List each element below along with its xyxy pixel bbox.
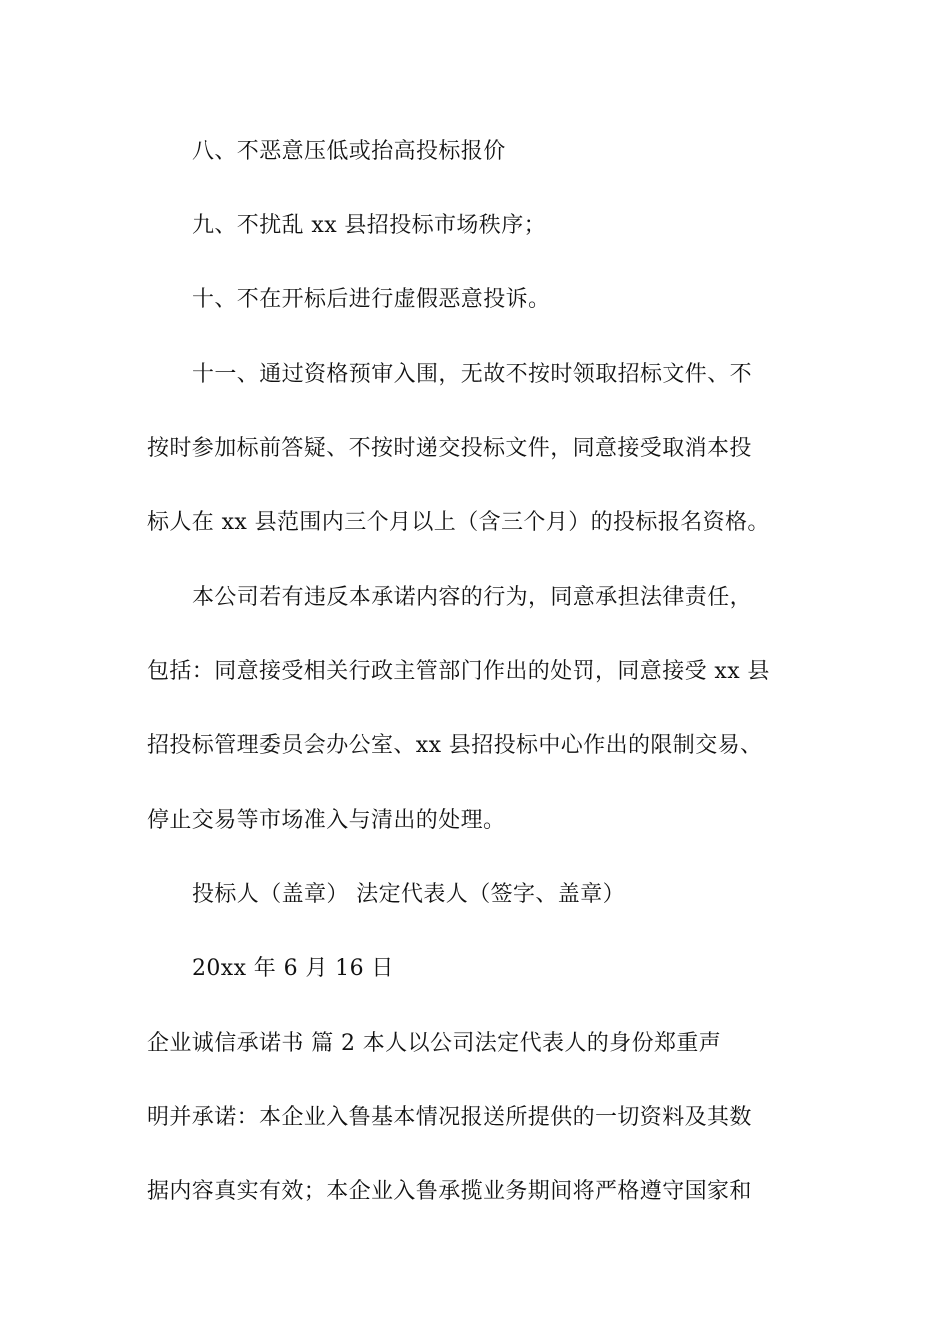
section-2-line-1: 企业诚信承诺书 篇 2 本人以公司法定代表人的身份郑重声 [147, 1031, 722, 1056]
date-line: 20xx 年 6 月 16 日 [192, 956, 394, 981]
clause-11-line-3: 标人在 xx 县范围内三个月以上（含三个月）的投标报名资格。 [147, 510, 770, 535]
clause-10: 十、不在开标后进行虚假恶意投诉。 [192, 287, 551, 312]
liability-line-1: 本公司若有违反本承诺内容的行为，同意承担法律责任， [192, 585, 753, 610]
section-2-line-3: 据内容真实有效；本企业入鲁承揽业务期间将严格遵守国家和 [147, 1179, 752, 1204]
section-2-line-2: 明并承诺：本企业入鲁基本情况报送所提供的一切资料及其数 [147, 1105, 752, 1130]
clause-9: 九、不扰乱 xx 县招投标市场秩序； [192, 213, 547, 238]
clause-8: 八、不恶意压低或抬高投标报价 [192, 139, 506, 164]
signature-line: 投标人（盖章） 法定代表人（签字、盖章） [192, 882, 625, 907]
clause-11-line-1: 十一、通过资格预审入围，无故不按时领取招标文件、不 [192, 362, 753, 387]
liability-line-2: 包括：同意接受相关行政主管部门作出的处罚，同意接受 xx 县 [147, 659, 770, 684]
liability-line-3: 招投标管理委员会办公室、xx 县招投标中心作出的限制交易、 [147, 733, 763, 758]
liability-line-4: 停止交易等市场准入与清出的处理。 [147, 808, 506, 833]
clause-11-line-2: 按时参加标前答疑、不按时递交投标文件，同意接受取消本投 [147, 436, 752, 461]
